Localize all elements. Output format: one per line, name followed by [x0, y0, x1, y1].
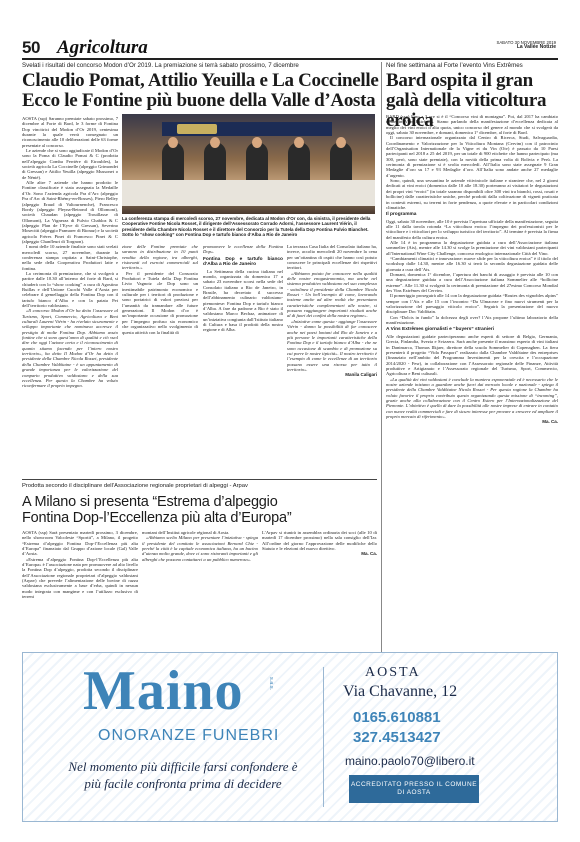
- paragraph: Sono, quindi, una sessantina le aziende vitivinicole italiane e straniere che, nel 2 giorni dedicati ai vini eroici (domenica dalle 10 alle 18.30) porteranno ai visitatori le degustazioni dei propri vini “eroici” (in totale saranno disponibili oltre 300 vini tra bianchi, rossi, rosati e bollicine) dalle caratteristiche uniche, perché prodotti dalla coltivazione di vigneti praticata in contesti estremi, su terreni in forte pendenza, a quote elevate e in particolari condizioni climatiche.: [386, 178, 558, 210]
- paragraph: La terrazza Casa Italia del Consolato italiano ha, invece, accolto mercoledì 20 novembre la cena per un’ottantina di ospiti che hanno così potuto conoscere le principali eccellenze dei rispettivi territori.: [287, 244, 377, 271]
- press-conference-photo: [122, 114, 375, 214]
- headline-line-2: Fontina Dop-l’Eccellenza più alta d’Europa”: [22, 510, 292, 526]
- photo-person: [330, 142, 352, 184]
- subheading-buyers: A Vins Extrêmes giornalisti e “buyers” stranieri: [386, 327, 494, 333]
- paragraph: Per il presidente del Consorzio Produttori e Tutela della Dop Fontina Livio Vagnotz «le Dop sono un inestimabile patrimonio economico e culturale per i territori di produzione e sono portatrici di valori preziosi per l’umanità da tramandare alle future generazioni. Il Modon d’or è un’importante occasione di promozione per l’impegno profuso sia economico che organizzativo nello svolgimento di questa attività con la finalità di: [122, 270, 198, 335]
- photo-face: [336, 137, 346, 148]
- ad-phone-mobile[interactable]: 327.4513427: [353, 729, 441, 746]
- second-article-column-1: [22, 530, 138, 648]
- subheading-programma: Il programma: [386, 212, 417, 218]
- paragraph: I nomi delle 10 aziende finaliste sono stati svelati mercoledì scorso, 27 novembre, durante la conferenza stampa ospitata a Saint-Christophe, nella sede della Cooperativa Produttori latte e fontina.: [22, 244, 118, 271]
- photo-caption: La conferenza stampa di mercoledì scorso, 27 novembre, dedicata al Modon d’Or con, da sinistra, il presidente della Cooperative Fontine Nicola Rosset, il dirigente dell’Assessorato Corrado Adorni, l’assessore Laurent Viérin, il presidente della Chambre Nicola Rosset e il direttore del Consorzio per la Tutela della Dop Fontina Fulvio Bianchet. Sotto lo “show cooking” con Fontina Dop e tartufo bianco d’Alba a Rio de Janeiro: [122, 216, 371, 237]
- paragraph: Il concorso internazionale organizzato dal Centro di Ricerca, Studi, Salvaguardia, Coordinamento e Valorizzazione per la Viticoltura Montana (Cervim) con il patrocinio dell’Organisation Internationale de la Vigne et du Vin (Oiv) è passato da 10 Paesi partecipanti nel 2018 a 25 del 2019, per un totale di 900 etichette che hanno partecipato (ma 300, però, sono state premiate), con la novità della prima volta di Bolivia e Perù. La cerimonia di premiazione si è svolta mercoledì. All’Italia sono state assegnate 9 Gran Medaglie d’oro su 17 e 93 Medaglie d’oro. All’Italia sono andate anche 27 medaglie d’argento.: [386, 135, 558, 178]
- paragraph: «Il concorso Modon d’Or ha detto l’assessore al Turismo, Sport, Commercio, Agricoltura e Beni culturali Laurent Viérin - ha rivelato sicuramente e sviluppo importante che nominava accresce il prestigio di molte Fontina Dop. Abbiamo avuto fontine che si sono quest’anno di qualità e ciò vuol dire che oggi l’azione certa e il riconoscimento di quanto stiamo facendo per l’intero nostro territorio», ha detto Il Modon d’Or ha detto il presidente della Chambre Nicola Rosset, presidente della Chambre Valdôtaine - è un appuntamento di grande importanza per le valorizzazione del comparto produttivo valdostano e della sua eccellenza. Per questo la Chambre ha voluto riconfermare il proprio impegno.: [22, 308, 118, 389]
- main-article-column-1: [22, 116, 118, 476]
- headline-line-2: Ecco le Fontine più buone della Valle d’Aosta: [22, 90, 376, 111]
- right-article-headline: Bard ospita il gran galà della viticoltura eroica: [386, 70, 547, 131]
- paragraph: Con “Dolcis in fundo” la dolcezza degli over? l’Ais propone l’ultimo laboratorio della manifestazione.: [386, 314, 558, 326]
- second-article-column-2: [142, 530, 258, 648]
- paragraph: Alle degustazioni guidate parteciperanno anche esperti di settore di Belgio, Germania, Grecia, Finlandia, Svezia e Svizzera. Sarà anche presente il massimo esperto di vini italiani in Danimarca, Thomas Ilkjaer, direttore della scuola Sommelier di Copenaghen. La fiera presenterà il progetto “Vida Passport” realizzato dalla Chambre Valdôtaine des entreprises (finanziato nell’ambito del Programma Investimenti per la crescita e l’occupazione 2014/2020 - Fesr), in collaborazione con l’Assessorato regionale delle Finanze, Attività produttive e Artigianato e l’Assessorato regionale del Turismo, Sport, Commercio, Agricoltura e Beni culturali.: [386, 333, 558, 377]
- column-divider: [381, 62, 382, 662]
- publication-date: SABATO 30 NOVEMBRE 2019: [496, 40, 556, 45]
- ad-divider: [323, 667, 324, 807]
- article-divider: [22, 479, 377, 480]
- paragraph: «Abbiamo potuto far conoscere nella qualità delle nostre enogastronomia, ma anche nel sistema produttivo valdostano nel suo complesso - sottolinea il presidente della Chambre Nicola Rosset - Un bell’esempio di come, lavorando insieme anche ad altre realtà che presentano caratteristiche complementari alle nostre, si possano raggiungere importanti risultati anche al di fuori dei confini della nostra regione».: [287, 270, 377, 319]
- ad-tagline: ONORANZE FUNEBRI: [98, 727, 280, 744]
- photo-table: [122, 180, 375, 206]
- ad-accreditation-badge: ACCREDITATO PRESSO IL COMUNE DI AOSTA: [349, 775, 479, 803]
- paragraph: AOSTA (ssp) Sarà presentato martedì prossimo, 3 dicembre, nello showroom Valcoleste “Sportit”, a Milano, il progetto “Estrema d’alpeggio Fontina Dop-l’Eccellenza più alta d’Europa” finanziato dal Gruppo d’azione locale (Gal) Valle d’Aosta.: [22, 530, 138, 557]
- paragraph: Oggi, sabato 30 novembre, alle 10 è prevista l’apertura ufficiale della manifestazione, seguita alle 11 dalla tavola rotonda “La viticoltura eroica: l’impegno dei professionisti per le viticoltore e i viticoltori per lo sviluppo turistico del territorio”. Al termine è prevista la firma del manifesto della cultura eroica.: [386, 218, 558, 240]
- ad-address: Via Chavanne, 12: [343, 683, 458, 700]
- second-article-kicker: Prodotta secondo il disciplinare dell’Associazione regionale proprietari di alpeggi - Arpav: [22, 483, 248, 489]
- paragraph: «Estrema d’alpeggio Fontina Dop-l’Eccellenza più alta d’Europa» è l’associazione nata per promuovere ad alto livello la Fontina Dop d’alpeggio, prodotta secondo il disciplinare dell’Associazione regionale proprietari d’alpeggio valdostani (Arpav) che prevede l’alimentazione delle bovine di razza valdostana esclusivamente a base d’erba, quindi in nessun modo integrata con mangime e con l’utilizzo esclusivo di terreni: [22, 556, 138, 600]
- ad-brand-suffix: s.a.s.: [268, 677, 274, 691]
- paragraph: La cerimonia di premiazione, che si svolgerà a partire dalle 10.30 all’interno del forte di Bard, si chiuderà con lo “show cooking” a cura di Agostino Buillas e dell’Unione Cuochi Valle d’Aosta per celebrare il gemellaggio della Fontina Dop con il tartufo bianco d’Alba e con la patata Pet dell’territorio valdostano.: [22, 270, 118, 309]
- author-signature: Manila Caligari: [345, 372, 377, 378]
- paragraph: BARD (ssp) Fino a 3 ore si è il “Concorso vini di montagna”. Poi, dal 2017 ha cambiato nome in Vins Extrêmes. Siamo parlando della manifestazione d’eccellenza dedicata al meglio dei vini eroici d’alta quota, unico concorso del genere al mondo che si svolgerà da oggi, sabato 30 novembre, e domani, domenica 1° dicembre, al forte di Bard.: [386, 114, 558, 136]
- paragraph: La Settimana della cucina italiana nel mondo, organizzata da domenica 17 a sabato 23 novembre scorsi nella sede del Consolato italiano a Rio de Janeiro, in Brasile, ha decretato il successo dell’abbinamento culinario valdostano-piemontese: Fontina Dop e tartufo bianco d’Alba. A fare da padrone a Rio è stato il valdostano Marco Bechaz, animatore di un’iniziativa congiunta dall’Istituto italiano di Cultura e basa il prodotti della nostra regione e di Alba.: [203, 268, 283, 333]
- photo-face: [294, 137, 304, 148]
- photo-backdrop-logo: [177, 124, 217, 134]
- author-signature: Ma. Ca.: [542, 419, 558, 425]
- publication-name: La Vallée Notizie: [516, 44, 556, 50]
- paragraph: “Cambiamenti climatici e innovazione: nuove sfide per la viticoltura eroica” è il titolo del workshop dalle 14.30, mentre alle 16.30 si terrà la seconda degustazione guidata delle giornata a cura dell’Ais.: [386, 256, 558, 272]
- subheading-rio: Fontina Dop e tartufo bianco d’Alba a Rio de Janeiro: [203, 256, 283, 268]
- paragraph: AOSTA (ssp) Saranno premiate sabato prossimo, 7 dicembre al Forte di Bard, le 3 forme di Fontina Dop vincitrici del Modon d’Or 2019, centesima durante la quale verrà consegnato un riconoscimento alle 10 deliberazioni delle 63 forme presentate al concorso.: [22, 116, 118, 148]
- ad-slogan: Nel momento più difficile farsi confondere è più facile confronta prima di decidere: [68, 759, 298, 791]
- paragraph: «Iniziative come questa - aggiunge l’assessore Viérin - danno la possibilità di far conoscere anche nei paesi lontani dal Rio de Janeiro e a più persone le importanti caratteristiche della Fontina Dop e il tartufo bianco d’Alba - che ne sono occasione di scambio e di promozione su cui porre le nostre tipicità». Il nostro territorio è l’esempio di come le eccellenze di un territorio possano essere una risorsa per tutto il territorio».: [287, 318, 377, 372]
- photo-face: [168, 137, 178, 148]
- main-article-column-2: [122, 244, 198, 476]
- author-signature: Ma. Ca.: [361, 551, 377, 557]
- photo-person: [162, 142, 184, 184]
- photo-person: [204, 142, 226, 184]
- second-article-headline: [22, 494, 377, 526]
- main-article-column-4: [287, 244, 377, 476]
- paragraph: montani dell’Institut agricole régional di Aosta.: [142, 530, 230, 535]
- page-number: 50: [22, 38, 40, 57]
- ad-email-link[interactable]: maino.paolo70@libero.it: [345, 754, 475, 768]
- photo-face: [252, 137, 262, 148]
- dateline: [496, 40, 556, 50]
- main-article-headline: [22, 71, 382, 111]
- paragraph: Il pomeriggio proseguirà alle 14 con la degustazione guidata “Routes des vignobles alpins” sempre con l’Ais e alle 15 con l’incontro “Da Ulmaceae e fino nuovi strumenti per la valorizzazione del paesaggio viticolo eroico”. Seguirà la presentazione del nuovo disciplinare Doc Valdôtain.: [386, 293, 558, 315]
- paragraph: Domani, domenica 1° dicembre, l’apertura dei banchi di assaggio è prevista alle 10 con una degustazione guidata a cura dell’Associazione italiana Sommelier alle “bollicine estreme”. Alle 11.30 si svolgerà la cerimonia di premiazione del 27esimo Concorso Mondial des Vins Extrêmes del Cervim.: [386, 272, 558, 294]
- header-rule: [22, 58, 558, 60]
- paragraph: Le aziende che si sono aggiudicate il Modon d’Or sono la Poma di Claudio Pomat & C (prodotta nell’alpeggio Comba Ferrière di Etroubles), la società agricola La Coccinelle (alpeggio Grimondet di Gressan) e Attilio Yeuilla (alpeggio Mussonet o de Nénié).: [22, 148, 118, 180]
- paragraph: L’Arpav si riunirà in assemblea ordinaria dei soci (alle 10 di martedì 17 dicembre prossimo) nella sala consiglio dell’Iar. All’ordine del giorno l’approvazione delle modifiche dello Statuto e le elezioni del nuovo direttivo.: [262, 530, 377, 552]
- main-article-kicker: Svelati i risultati del concorso Modon d’Or 2019. La premiazione si terrà sabato prossimo, 7 dicembre: [22, 62, 299, 69]
- main-article-column-3: [203, 244, 283, 476]
- section-title: Agricoltura: [57, 37, 148, 58]
- photo-face: [210, 137, 220, 148]
- photo-person: [288, 142, 310, 184]
- funeral-services-advertisement[interactable]: [22, 652, 558, 822]
- paragraph: «Abbiamo scelto Milano per presentare l’iniziativa - spiega il presidente del comitato le associazioni Bernard Chiz - perché la città è la capitale economica italiana, ha un bacino d’utenza molto grande, dove ci sono ristoranti importanti e gli alberghi che possono contattarci a un pubblico numeroso».: [142, 535, 258, 562]
- paragraph: Alle altre 7 aziende che hanno prodotto le Fontine classificate è stata assegnata la Medaille d’Or. Sono l’azienda agricola Pra d’Arc (alpeggio Pra d’Arc di Saint-Rhémy-en-Bosses), Piero Belley (alpeggio Eraud di Valtournenche), Francesco Bordy (alpeggio Pleyna-Betrond di Ollomont), società Chaudan (alpeggio Trouillasse di Ollomont), La Vigneraz di Fulvio Chabloz & C (alpeggio Plan de l’Eyve di Gressan), Severino Mosecitti (alpeggio Pramarer di Bionaz) e la società agricola Frères Pinet di Francesco Pinet & C (alpeggio Chanfleuri di Torgnon).: [22, 180, 118, 244]
- right-article-body: [386, 114, 558, 649]
- ad-brand-logo: Maino: [83, 660, 244, 722]
- headline-line-1: Claudio Pomat, Attilio Yeuilla e La Coccinelle: [22, 70, 379, 91]
- ad-city: AOSTA: [365, 665, 421, 680]
- headline-line-1: A Milano si presenta “Estrema d’alpeggio: [22, 494, 278, 510]
- ad-phone-landline[interactable]: 0165.610881: [353, 709, 441, 726]
- second-article-column-3: [262, 530, 377, 648]
- photo-person: [246, 142, 268, 184]
- paragraph: «La qualità dei vini valdostani è conclude la maniera esponenziale ed è necessario che le nostre aziende iniziano a guardare anche fuori dai mercato locale e nazionale - spiega il presidente della Chambre Valdôtaine Nicola Rosset - Per questa ragione la Chambre ha voluto favorire il proprio contributo questo organizzando questa missione di “incoming”, grazie anche alla collaborazione con il Centro Estero per l’Internazionalizzazione del Piemonte. L’obiettivo è quello di dare la possibilità alle nostre imprese di entrare in contatto con nuove realtà commerciali e fare di sicuro interesse per provare a crescere ed ampliare il proprio mercato di riferimento».: [386, 376, 558, 420]
- right-article-kicker: Nel fine settimana al Forte l’evento Vins Extrêmes: [386, 62, 523, 69]
- paragraph: Alle 14 è in programma la degustazione guidata a cura dell’Associazione italiana sommelier (Ais), mentre alle 14.30 si svolge la premiazione dei vini valdostani partecipanti all’International Wine City Challenge, concorso enologico internazionale Città del Vino.: [386, 239, 558, 256]
- paragraph: zione delle Fontine premiate che saranno in distribuzione in 10 punti vendita della regione, tra alberghi, ristoranti ed esercizi commerciali sul territorio.»: [122, 244, 198, 271]
- paragraph: promuovere le eccellenze della Fontina Dop».: [203, 244, 283, 255]
